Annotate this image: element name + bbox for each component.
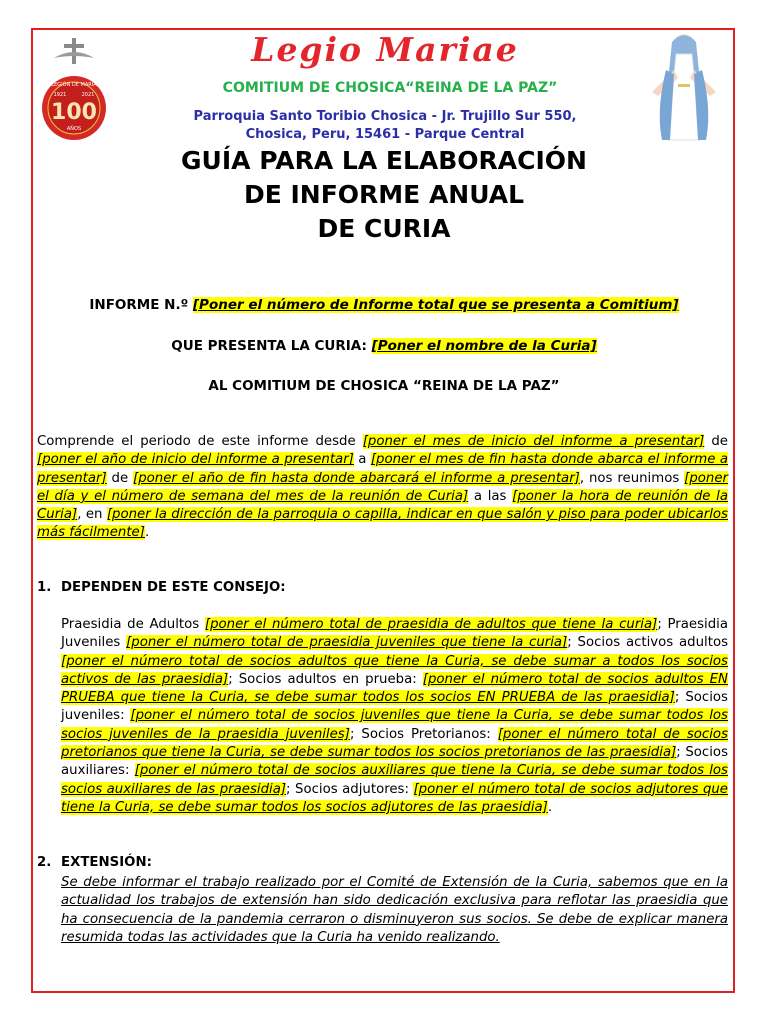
intro-text: . [144, 525, 150, 541]
section-1-text: ; Socios activos adultos [567, 635, 729, 651]
comitium-name: COMITIUM DE CHOSICA“REINA DE LA PAZ” [222, 80, 558, 96]
logo-year-start: 1921 [53, 92, 67, 98]
intro-placeholder: [poner la dirección de la parroquia o capilla, indicar en que salón y piso para poder ubicarlos más fácilmente] [37, 507, 728, 541]
address-line-1: Parroquia Santo Toribio Chosica - Jr. Trujillo Sur 550, [193, 109, 577, 124]
section-2-number: 2. [37, 855, 52, 870]
section-1-body [61, 616, 728, 817]
section-1-number: 1. [37, 580, 52, 595]
section-1-placeholder: [poner el número total de praesidia de adultos que tiene la curia] [204, 617, 658, 632]
section-1-placeholder: [poner el número total de socios adultos EN PRUEBA que tiene la Curia, se debe sumar todos los socios EN PRUEBA de las praesidia] [61, 671, 728, 706]
section-2-heading [37, 855, 728, 870]
intro-text: Comprende el periodo de este informe desde [37, 434, 363, 449]
al-comitium-line: AL COMITIUM DE CHOSICA “REINA DE LA PAZ” [208, 378, 560, 394]
title-line-2: DE INFORME ANUAL [243, 180, 525, 209]
intro-placeholder: [poner el año de inicio del informe a presentar] [37, 452, 354, 468]
section-1-placeholder: [poner el número total de socios adjutores que tiene la Curia, se debe sumar todos los socios adjutores de las praesidia] [61, 781, 728, 815]
informe-number-line [40, 297, 728, 313]
section-1-placeholder: [poner el número total de socios adultos que tiene la Curia, se debe sumar a todos los socios activos de las praesidia] [61, 653, 728, 687]
curia-placeholder: [Poner el nombre de la Curia] [371, 338, 597, 354]
intro-paragraph [37, 433, 728, 543]
intro-text: de [704, 434, 728, 449]
title-line-1: GUÍA PARA LA ELABORACIÓN [181, 146, 587, 175]
section-1-placeholder: [poner el número total de socios juveniles que tiene la Curia, se debe sumar todos los socios juveniles de la praesidia juveniles] [61, 708, 728, 742]
section-1-placeholder: [poner el número total de socios auxiliares que tiene la Curia, se debe sumar todos los socios auxiliares de las praesidia] [61, 763, 728, 797]
legio-mariae-brand: Legio Mariae [251, 30, 519, 69]
title-line-3: DE CURIA [317, 214, 451, 243]
parish-address [150, 108, 620, 144]
logo-year-end: 2021 [81, 92, 95, 98]
section-1-text: ; Socios auxiliares: [61, 745, 728, 779]
intro-text: a las [468, 488, 513, 504]
section-1-placeholder: [poner el número total de socios pretorianos que tiene la Curia, se debe sumar todos los socios pretorianos de las praesidia] [61, 726, 728, 761]
section-2-title: EXTENSIÓN: [61, 855, 152, 870]
intro-text: de [106, 470, 134, 486]
intro-placeholder: [poner el día y el número de semana del mes de la reunión de Curia] [37, 470, 728, 504]
logo-top-text: LEGIÓN DE MARÍA [51, 82, 97, 88]
section-1-text: Praesidia de Adultos [61, 617, 205, 632]
intro-text: , en [77, 507, 107, 523]
section-1-text: ; Socios juveniles: [61, 690, 728, 724]
section-1-heading [37, 580, 728, 595]
document-title [60, 144, 708, 246]
intro-placeholder: [poner el mes de inicio del informe a presentar] [362, 434, 705, 449]
informe-label: INFORME N.º [89, 297, 189, 313]
section-1-text: ; Socios adjutores: [286, 781, 414, 797]
intro-placeholder: [poner la hora de reunión de la Curia] [37, 488, 728, 523]
virgin-mary-statue-image [636, 30, 732, 144]
intro-text: a [353, 452, 371, 468]
section-1-title: DEPENDEN DE ESTE CONSEJO: [61, 580, 286, 595]
section-1-text: ; Socios adultos en prueba: [228, 671, 423, 687]
logo-sub: AÑOS [66, 126, 82, 132]
section-1-placeholder: [poner el número total de praesidia juveniles que tiene la curia] [126, 635, 568, 651]
section-1-text: . [547, 799, 553, 815]
informe-placeholder: [Poner el número de Informe total que se presenta a Comitium] [192, 297, 679, 313]
legion-100-years-logo [40, 36, 108, 148]
section-1-text: ; Praesidia Juveniles [61, 617, 728, 651]
address-line-2: Chosica, Peru, 15461 - Parque Central [245, 127, 525, 142]
intro-placeholder: [poner el mes de fin hasta donde abarca el informe a presentar] [37, 452, 728, 486]
section-1-text: ; Socios Pretorianos: [349, 726, 498, 742]
section-2-body: Se debe informar el trabajo realizado por el Comité de Extensión de la Curia, sabemos que en la actualidad los trabajos de extensión han sido dedicación exclusiva para reflotar las praesidia que ha consecuencia de la pandemia cerraron o disminuyeron sus socios. Se debe de explicar manera resumida todas las actividades que la Curia ha venido realizando. [61, 875, 728, 945]
logo-number: 100 [51, 100, 97, 125]
curia-label: QUE PRESENTA LA CURIA: [171, 338, 367, 354]
intro-text: , nos reunimos [579, 470, 685, 486]
curia-name-line [40, 338, 728, 354]
intro-placeholder: [poner el año de fin hasta donde abarcará el informe a presentar] [133, 470, 580, 486]
